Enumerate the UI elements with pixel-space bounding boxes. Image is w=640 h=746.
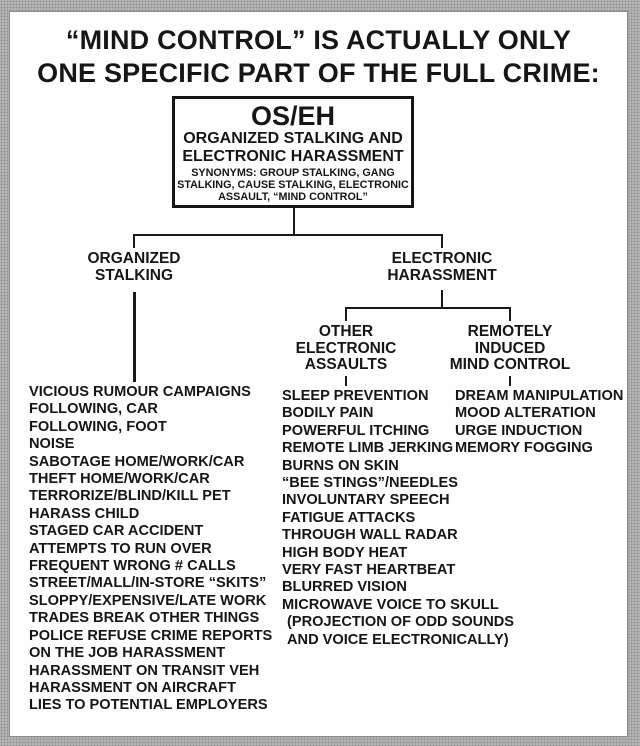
list-item: TERRORIZE/BLIND/KILL PET (29, 488, 231, 505)
list-item: MOOD ALTERATION (455, 405, 596, 422)
oseh-subheading-line-2: ELECTRONIC HARASSMENT (182, 147, 404, 165)
list-item: (PROJECTION OF ODD SOUNDS (287, 614, 515, 631)
connector-level2-horizontal (345, 307, 511, 309)
page-title-line-1: “MIND CONTROL” IS ACTUALLY ONLY (65, 25, 572, 55)
list-item: STAGED CAR ACCIDENT (29, 523, 204, 540)
list-item: THEFT HOME/WORK/CAR (29, 471, 210, 488)
connector-electronic-harassment-drop (441, 234, 443, 248)
diagram-panel (9, 11, 628, 737)
organized-stalking-list (29, 384, 272, 715)
connector-remotely-induced-list-stub (509, 376, 511, 386)
oseh-root-box (172, 96, 414, 208)
list-item: FOLLOWING, FOOT (29, 418, 167, 435)
list-item: POLICE REFUSE CRIME REPORTS (29, 627, 273, 644)
list-item: SABOTAGE HOME/WORK/CAR (29, 453, 245, 470)
list-item: TRADES BREAK OTHER THINGS (29, 610, 260, 627)
list-item: MEMORY FOGGING (455, 440, 593, 457)
list-item: FOLLOWING, CAR (29, 401, 158, 418)
connector-organized-stalking-list-line (133, 292, 136, 382)
connector-remotely-induced-drop (509, 307, 511, 321)
branch-remotely-induced-line-1: REMOTELY (467, 323, 553, 340)
list-item: VICIOUS RUMOUR CAMPAIGNS (29, 384, 251, 400)
branch-electronic-harassment (362, 250, 522, 284)
oseh-synonyms-line-2: STALKING, CAUSE STALKING, ELECTRONIC (177, 179, 409, 192)
list-item: SLEEP PREVENTION (282, 388, 429, 404)
list-item: BLURRED VISION (282, 579, 407, 596)
list-item: THROUGH WALL RADAR (282, 527, 458, 544)
list-item: INVOLUNTARY SPEECH (282, 492, 450, 509)
branch-other-electronic-assaults-line-1: OTHER (318, 323, 374, 340)
list-item: MICROWAVE VOICE TO SKULL (282, 596, 499, 613)
oseh-heading: OS/EH (250, 101, 336, 131)
connector-root-vertical (293, 208, 295, 234)
branch-other-electronic-assaults-line-2: ELECTRONIC (295, 339, 397, 357)
branch-other-electronic-assaults-line-3: ASSAULTS (304, 356, 388, 373)
connector-electronic-harassment-vertical (441, 290, 443, 307)
list-item: STREET/MALL/IN-STORE “SKITS” (29, 575, 267, 592)
branch-remotely-induced-line-2: INDUCED (474, 339, 546, 357)
list-item: REMOTE LIMB JERKING (282, 440, 454, 457)
branch-electronic-harassment-line-1: ELECTRONIC (391, 250, 493, 267)
list-item: VERY FAST HEARTBEAT (282, 562, 456, 579)
list-item: HARASS CHILD (29, 505, 140, 522)
list-item: AND VOICE ELECTRONICALLY) (287, 631, 509, 648)
list-item: HIGH BODY HEAT (282, 544, 408, 561)
page-title (10, 24, 627, 90)
list-item: ON THE JOB HARASSMENT (29, 645, 226, 662)
oseh-subheading (175, 130, 411, 165)
list-item: SLOPPY/EXPENSIVE/LATE WORK (29, 592, 267, 609)
list-item: LIES TO POTENTIAL EMPLOYERS (29, 697, 268, 714)
list-item: BODILY PAIN (282, 405, 374, 422)
list-item: “BEE STINGS”/NEEDLES (282, 475, 458, 492)
branch-organized-stalking (54, 250, 214, 284)
page-title-line-2: ONE SPECIFIC PART OF THE FULL CRIME: (37, 58, 600, 88)
list-item: POWERFUL ITCHING (282, 422, 430, 439)
oseh-synonyms (175, 167, 411, 204)
branch-remotely-induced-mind-control (430, 324, 590, 374)
branch-electronic-harassment-line-2: HARASSMENT (387, 267, 497, 284)
branch-organized-stalking-line-2: STALKING (94, 267, 174, 284)
connector-level1-horizontal (133, 234, 443, 236)
remotely-induced-mind-control-list (455, 388, 623, 458)
branch-remotely-induced-line-3: MIND CONTROL (449, 356, 571, 373)
branch-other-electronic-assaults (276, 324, 416, 374)
connector-organized-stalking-drop (133, 234, 135, 248)
oseh-subheading-line-1: ORGANIZED STALKING AND (183, 130, 403, 147)
list-item: FREQUENT WRONG # CALLS (29, 558, 236, 575)
connector-other-electronic-assaults-drop (345, 307, 347, 321)
list-item: NOISE (29, 436, 75, 453)
list-item: HARASSMENT ON AIRCRAFT (29, 679, 237, 696)
list-item: URGE INDUCTION (455, 422, 583, 439)
list-item: DREAM MANIPULATION (455, 388, 624, 404)
oseh-synonyms-line-1: SYNONYMS: GROUP STALKING, GANG (191, 167, 395, 179)
list-item: BURNS ON SKIN (282, 457, 399, 474)
list-item: ATTEMPTS TO RUN OVER (29, 540, 212, 557)
branch-organized-stalking-line-1: ORGANIZED (87, 250, 181, 267)
connector-other-electronic-assaults-list-stub (345, 376, 347, 386)
oseh-synonyms-line-3: ASSAULT, “MIND CONTROL” (218, 191, 368, 204)
list-item: HARASSMENT ON TRANSIT VEH (29, 662, 260, 679)
list-item: FATIGUE ATTACKS (282, 509, 416, 526)
